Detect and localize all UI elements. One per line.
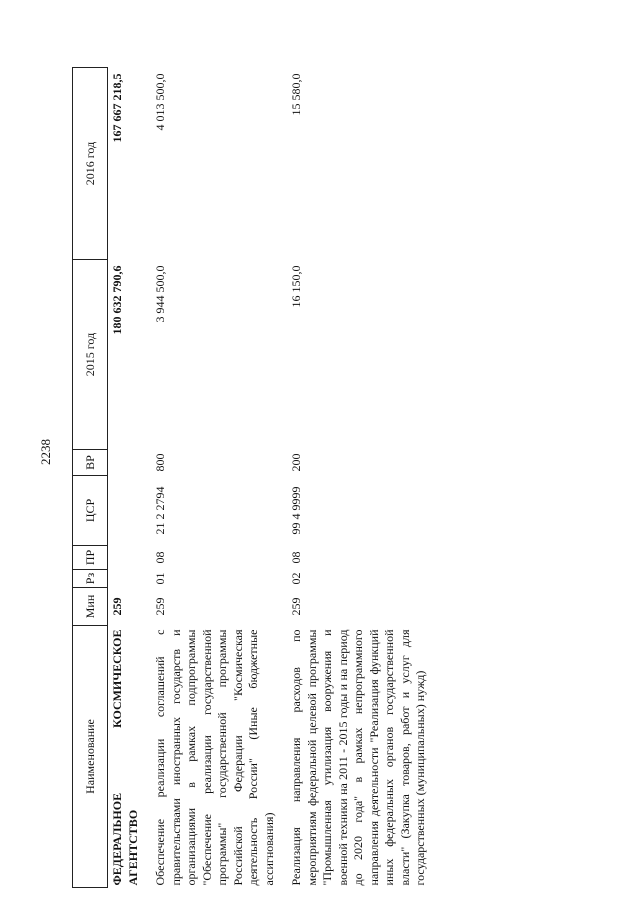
row-name: Реализация направления расходов по мероприятиям федеральной целевой программы "Промышленная утилизация вооружения и военной техники на 2011 - 2015 годы и на период до 2020 года" в рамках непрограммного направления деятельности "Реализация функций иных федеральных органов государственной власти" (Закупка товаров, работ и услуг для государственных (муниципальных) нужд) [289,629,427,886]
row-vr: 800 [153,453,167,472]
header-2015: 2015 год [73,260,108,450]
table-row [151,68,287,888]
row-2016: 4 013 500,0 [153,73,167,131]
row-rz [108,570,152,588]
row-csr: 21 2 2794 [153,486,167,535]
row-vr [108,450,152,476]
table-row [287,68,431,888]
row-pr: 08 [289,551,303,564]
row-2015: 3 944 500,0 [153,265,167,323]
header-2016: 2016 год [73,68,108,260]
row-2016: 167 667 218,5 [110,73,124,143]
row-pr [108,546,152,570]
row-pr: 08 [153,551,167,564]
header-rz: Рз [73,570,108,588]
row-rz: 02 [289,572,303,585]
row-name: ФЕДЕРАЛЬНОЕ КОСМИЧЕСКОЕ АГЕНТСТВО [110,629,140,886]
header-pr: ПР [73,546,108,570]
row-min: 259 [110,597,124,616]
row-name: Обеспечение реализации соглашений с правительствами иностранных государств и организациями в рамках подпрограммы "Обеспечение реализации государственной программы" государственной программы Российской Федерации "Космическая деятельность России" (Иные бюджетные ассигнования) [153,629,276,886]
row-2015: 16 150,0 [289,265,303,308]
page-number-text: 2238 [38,439,53,465]
row-vr: 200 [289,453,303,472]
row-rz: 01 [153,572,167,585]
budget-table [72,67,431,888]
table-row [108,68,152,888]
row-min: 259 [289,597,303,616]
table-header-row [73,68,108,888]
row-csr: 99 4 9999 [289,486,303,535]
header-min: Мин [73,588,108,626]
header-name: Наименование [73,626,108,888]
rotated-page [72,68,570,888]
row-2015: 180 632 790,6 [110,265,124,335]
row-min: 259 [153,597,167,616]
header-vr: ВР [73,450,108,476]
row-2016: 15 580,0 [289,73,303,116]
header-csr: ЦСР [73,476,108,546]
row-csr [108,476,152,546]
